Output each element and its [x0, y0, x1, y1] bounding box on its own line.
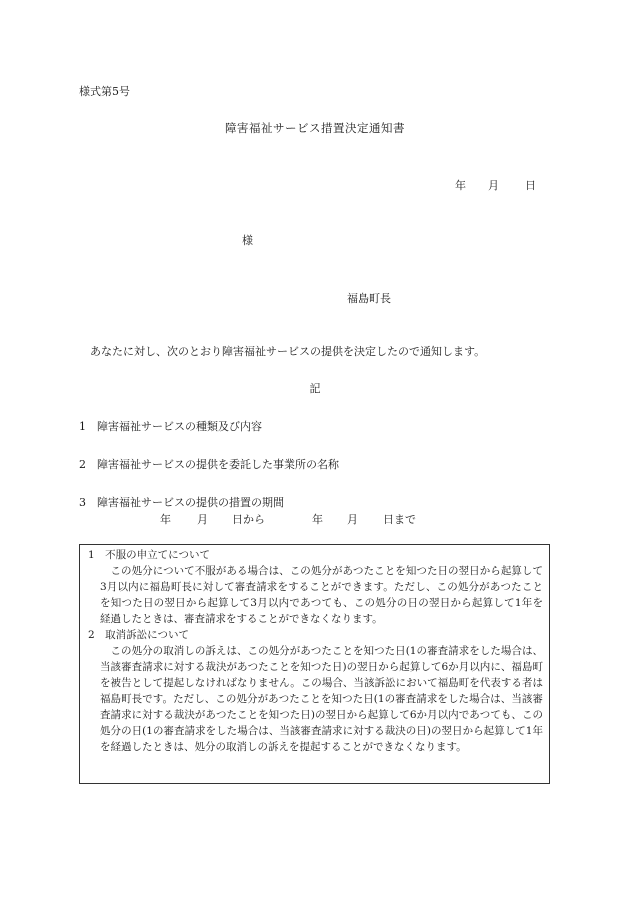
- notice-section-1-heading: 1 不服の申立てについて: [88, 549, 210, 561]
- item-provider-name: 2 障害福祉サービスの提供を委託した事業所の名称: [79, 458, 339, 471]
- item-service-type: 1 障害福祉サービスの種類及び内容: [79, 420, 262, 433]
- item-period: 3 障害福祉サービスの提供の措置の期間: [79, 496, 284, 509]
- period-from-year: 年: [160, 513, 171, 526]
- intro-text: あなたに対し、次のとおり障害福祉サービスの提供を決定したので通知します。: [90, 345, 486, 358]
- period-to-year: 年: [312, 513, 323, 526]
- period-from-month: 月: [197, 513, 208, 526]
- period-to-day: 日まで: [383, 513, 416, 526]
- document-title: 障害福祉サービス措置決定通知書: [225, 121, 405, 135]
- appeal-notice-box: [79, 544, 550, 784]
- form-number: 様式第5号: [79, 85, 130, 98]
- issuer: 福島町長: [347, 292, 391, 305]
- notice-section-1-body: この処分について不服がある場合は、この処分があつたことを知つた日の翌日から起算して3月以内に福島町長に対して審査請求をすることができます。ただし、この処分があつたことを知つた日の翌日から起算して3月以内であつても、この処分の日の翌日から起算して1年を経過したときは、審査請求をすることができなくなります。: [100, 565, 543, 625]
- addressee-suffix: 様: [242, 234, 253, 247]
- date-day-label: 日: [525, 179, 536, 192]
- notice-section-2-body: この処分の取消しの訴えは、この処分があつたことを知つた日(1の審査請求をした場合は、当該審査請求に対する裁決があつたことを知つた日)の翌日から起算して6か月以内に、福島町を被告として提起しなければなりません。この場合、当該訴訟において福島町を代表する者は福島町長です。ただし、この処分があつたことを知つた日(1の審査請求をした場合は、当該審査請求に対する裁決があつたことを知つた日)の翌日から起算して6か月以内であつても、この処分の日(1の審査請求をした場合は、当該審査請求に対する裁決の日)の翌日から起算して1年を経過したときは、処分の取消しの訴えを提起することができなくなります。: [100, 645, 543, 753]
- period-to-month: 月: [347, 513, 358, 526]
- date-year-label: 年: [455, 179, 466, 192]
- period-from-day: 日から: [232, 513, 265, 526]
- date-month-label: 月: [488, 179, 499, 192]
- ki-marker: 記: [309, 382, 321, 395]
- notice-section-2-heading: 2 取消訴訟について: [88, 629, 189, 641]
